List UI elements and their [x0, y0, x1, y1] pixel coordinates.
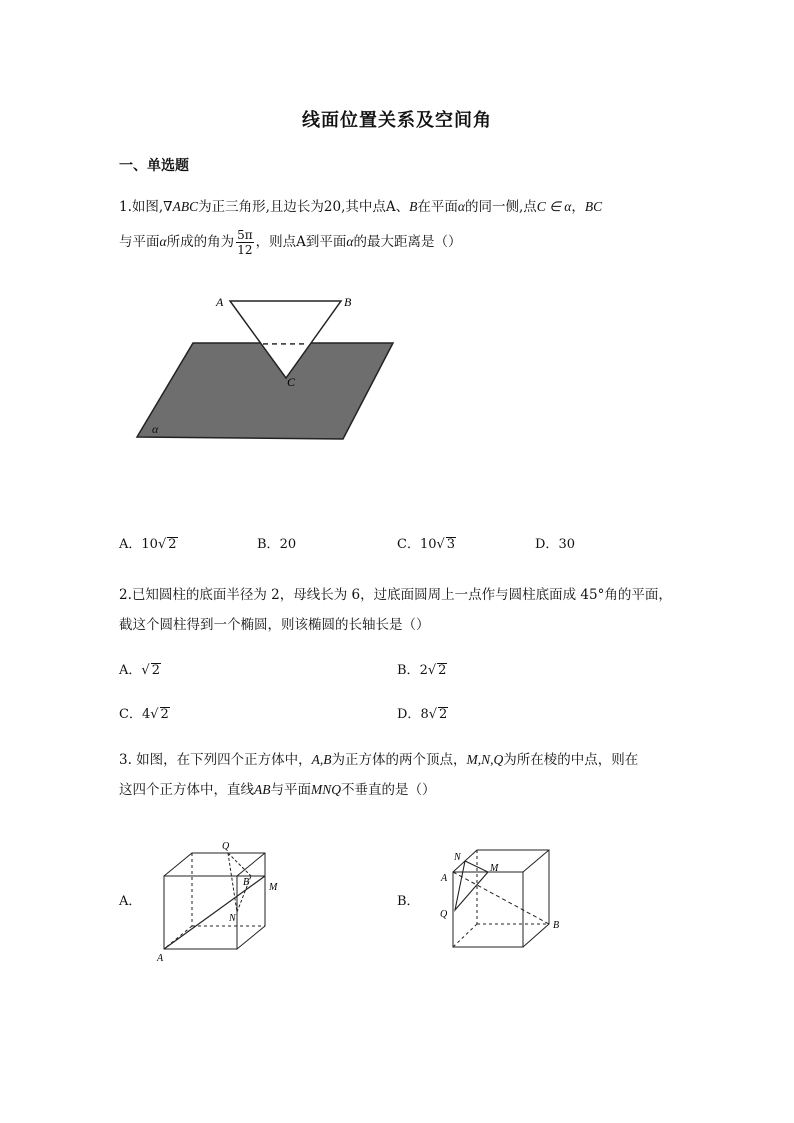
q2-option-b: B．2√ 2 — [397, 663, 447, 678]
option-radicand: 2 — [438, 663, 447, 678]
q1-sep: 、 — [395, 199, 410, 215]
q1-alpha: α — [346, 234, 354, 249]
option-label: B． — [397, 663, 420, 678]
label-b: B — [553, 920, 560, 931]
section-heading: 一、单选题 — [119, 158, 189, 174]
option-coef: 2 — [419, 663, 428, 678]
q2-line1: 2.已知圆柱的底面半径为 2，母线长为 6，过底面圆周上一点作与圆柱底面成 45°角的平面， — [119, 587, 672, 603]
label-m: M — [490, 863, 499, 874]
q1-alpha: α — [457, 199, 465, 214]
option-radicand: 2 — [168, 537, 177, 552]
q3-line2 — [119, 778, 436, 798]
q1-side: 20 — [323, 199, 342, 215]
q1-point-a: A — [385, 199, 396, 215]
frac-numerator: 5π — [237, 228, 253, 242]
q3-text: 为所在棱的中点，则在 — [503, 752, 639, 768]
q3-text: 为正方体的两个顶点， — [331, 752, 467, 768]
q1-option-d — [535, 533, 575, 552]
q3-text: 3. 如图，在下列四个正方体中， — [119, 752, 312, 768]
cube-edge — [523, 850, 549, 872]
label-n: N — [454, 852, 461, 863]
q3-ab-points: A,B — [311, 752, 332, 767]
plane-alpha — [137, 343, 393, 439]
q1-text: 在平面 — [417, 199, 458, 215]
q1-option-c: C．10√ 3 — [397, 537, 456, 552]
option-coef: 10 — [419, 537, 437, 552]
q3-figure-b-cube — [432, 840, 582, 955]
label-n: N — [229, 913, 236, 924]
plane-edge-qn — [228, 853, 237, 912]
q2-option-d: D．8√ 2 — [397, 707, 448, 722]
option-label: C． — [397, 537, 420, 552]
q2-option-c: C．4√ 2 — [119, 707, 169, 722]
label-a: A — [216, 295, 224, 309]
label-b: B — [243, 877, 250, 888]
label-q: Q — [440, 909, 448, 920]
label-a: A — [157, 953, 164, 964]
q1-text: 的最大距离是（） — [353, 234, 462, 250]
q3-figure-b-label: B． — [397, 894, 420, 909]
q3-text: 不垂直的是（） — [341, 782, 436, 798]
option-radicand: 2 — [151, 663, 160, 678]
q3-line1 — [119, 748, 638, 768]
q1-text: 与平面 — [119, 234, 160, 250]
q1-text: 1.如图, — [119, 199, 164, 215]
option-value: 30 — [558, 537, 575, 552]
cube-back-edges — [164, 853, 265, 949]
frac-denominator: 12 — [237, 243, 253, 257]
plane-edge-qm — [228, 853, 251, 876]
q1-alpha: α — [159, 234, 167, 249]
option-radicand: 3 — [446, 537, 456, 552]
line-ab — [453, 872, 549, 924]
q1-text: 所成的角为 — [166, 234, 235, 250]
q1-abc: ABC — [172, 199, 199, 214]
q3-mnq: MNQ — [311, 782, 341, 797]
option-coef: 8 — [420, 707, 429, 722]
cube-back-edges — [453, 850, 549, 947]
q3-text: 这四个正方体中，直线 — [119, 782, 254, 798]
label-c: C — [287, 375, 296, 389]
label-q: Q — [222, 841, 230, 852]
q3-mnq-points: M,N,Q — [466, 752, 504, 767]
page-title: 线面位置关系及空间角 — [302, 110, 492, 131]
option-radicand: 2 — [160, 707, 169, 722]
option-label: A． — [119, 663, 142, 678]
q2-line2: 截这个圆柱得到一个椭圆，则该椭圆的长轴长是（） — [119, 617, 430, 633]
q3-figure-a-label: A． — [119, 894, 142, 909]
option-label: D． — [535, 537, 559, 552]
q1-comma: ， — [571, 199, 585, 215]
plane-mnq — [455, 861, 488, 910]
option-value: 20 — [279, 537, 297, 552]
q1-angle-fraction — [236, 228, 254, 257]
label-a: A — [441, 873, 448, 884]
q1-tri-symbol: ∇ — [163, 199, 173, 215]
cube-front-face — [453, 872, 523, 947]
hidden-edge — [453, 924, 477, 947]
option-coef: 10 — [141, 537, 158, 552]
option-label: B． — [257, 537, 280, 552]
q1-point-b: B — [409, 199, 418, 214]
option-label: D． — [397, 707, 421, 722]
option-coef: 4 — [141, 707, 151, 722]
cube-edge — [237, 853, 265, 876]
option-label: C． — [119, 707, 142, 722]
option-radicand: 2 — [439, 707, 448, 722]
q2-option-a: A．√ 2 — [119, 663, 160, 678]
q1-line1 — [119, 195, 602, 215]
q1-figure-plane-triangle — [130, 285, 410, 450]
q1-text: 到平面 — [305, 234, 347, 250]
q3-figure-a-cube — [150, 835, 310, 970]
q1-option-a: A．10√ 2 — [119, 537, 177, 552]
label-alpha: α — [152, 422, 159, 436]
q1-bc: BC — [584, 199, 603, 214]
q1-text: ,其中点 — [341, 199, 386, 215]
q1-point-a: A — [296, 234, 306, 250]
q1-c-in-alpha: C ∈ α — [536, 199, 572, 214]
label-m: M — [269, 882, 278, 893]
q1-line2 — [119, 228, 461, 257]
q3-ab: AB — [254, 782, 271, 797]
q1-option-b — [257, 533, 296, 552]
cube-front-face — [164, 876, 237, 949]
option-label: A． — [119, 537, 142, 552]
q1-text: ，则点 — [255, 234, 297, 250]
label-b: B — [344, 295, 352, 309]
q3-text: 与平面 — [270, 782, 311, 798]
q1-text: 的同一侧,点 — [464, 199, 537, 215]
q1-text: 为正三角形,且边长为 — [198, 199, 324, 215]
